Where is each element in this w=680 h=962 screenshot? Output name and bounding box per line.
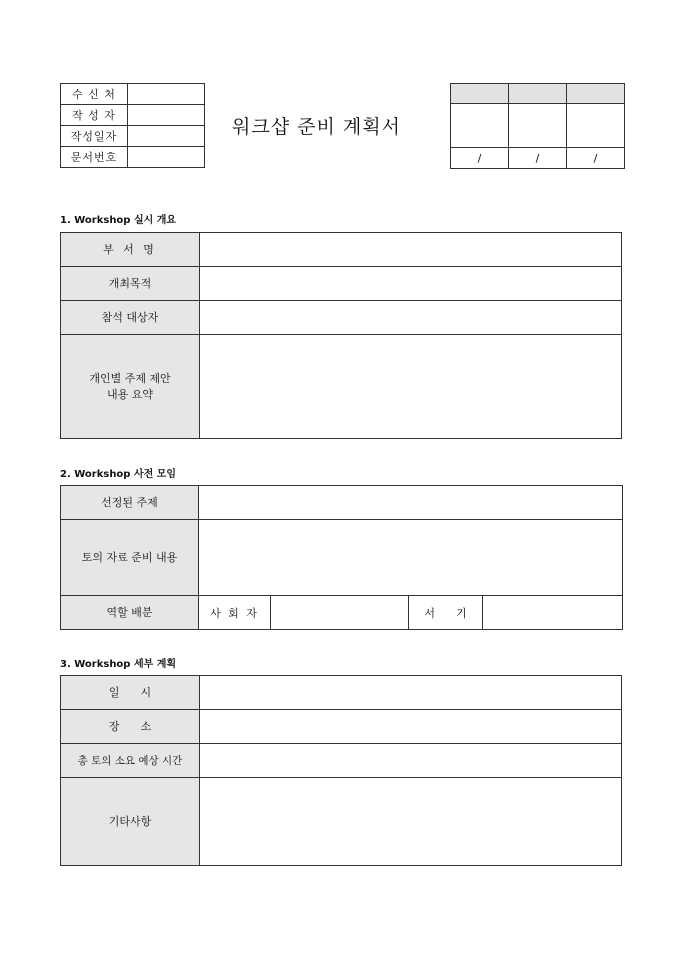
- recipient-label: 수 신 처: [61, 84, 128, 105]
- department-field[interactable]: [200, 233, 622, 267]
- topic-proposal-field[interactable]: [200, 335, 622, 439]
- recipient-field[interactable]: [128, 84, 205, 105]
- approval-header-cell: [509, 84, 567, 104]
- table-row: [61, 267, 622, 301]
- approval-sign-cell[interactable]: [451, 104, 509, 148]
- table-row: [61, 596, 623, 630]
- date-field[interactable]: [128, 126, 205, 147]
- clerk-field[interactable]: [483, 596, 623, 630]
- approval-header-cell: [567, 84, 625, 104]
- table-row: [61, 520, 623, 596]
- clerk-label: 서 기: [409, 596, 483, 630]
- approval-sign-row: [451, 104, 625, 148]
- attendees-label: 참석 대상자: [61, 301, 200, 335]
- purpose-field[interactable]: [200, 267, 622, 301]
- approval-sign-cell[interactable]: [567, 104, 625, 148]
- table-row: [61, 676, 622, 710]
- document-info-table: [60, 83, 205, 168]
- table-row: [61, 710, 622, 744]
- role-assignment-label: 역할 배분: [61, 596, 199, 630]
- date-label: 작성일자: [61, 126, 128, 147]
- location-field[interactable]: [200, 710, 622, 744]
- overview-table: [60, 232, 622, 439]
- department-label: 부 서 명: [61, 233, 200, 267]
- table-row: [61, 335, 622, 439]
- table-row: [61, 486, 623, 520]
- datetime-field[interactable]: [200, 676, 622, 710]
- approval-table: [450, 83, 625, 169]
- table-row: [61, 744, 622, 778]
- approval-date-row: [451, 148, 625, 169]
- document-title: 워크샵 준비 계획서: [232, 116, 401, 138]
- info-row-date: [61, 126, 205, 147]
- other-notes-field[interactable]: [200, 778, 622, 866]
- pre-meeting-table: [60, 485, 623, 630]
- selected-topic-field[interactable]: [199, 486, 623, 520]
- materials-field[interactable]: [199, 520, 623, 596]
- approval-date-cell[interactable]: /: [509, 148, 567, 169]
- info-row-docnum: [61, 147, 205, 168]
- info-row-author: [61, 105, 205, 126]
- approval-header-cell: [451, 84, 509, 104]
- approval-header-row: [451, 84, 625, 104]
- host-label: 사 회 자: [199, 596, 271, 630]
- selected-topic-label: 선정된 주제: [61, 486, 199, 520]
- doc-number-label: 문서번호: [61, 147, 128, 168]
- purpose-label: 개최목적: [61, 267, 200, 301]
- host-field[interactable]: [271, 596, 409, 630]
- other-notes-label: 기타사항: [61, 778, 200, 866]
- section2-title: 2. Workshop 사전 모임: [60, 469, 177, 480]
- approval-date-cell[interactable]: /: [567, 148, 625, 169]
- table-row: [61, 301, 622, 335]
- table-row: [61, 778, 622, 866]
- datetime-label: 일 시: [61, 676, 200, 710]
- materials-label: 토의 자료 준비 내용: [61, 520, 199, 596]
- detail-plan-table: [60, 675, 622, 866]
- section1-title: 1. Workshop 실시 개요: [60, 215, 177, 226]
- info-row-recipient: [61, 84, 205, 105]
- approval-sign-cell[interactable]: [509, 104, 567, 148]
- attendees-field[interactable]: [200, 301, 622, 335]
- duration-label: 총 토의 소요 예상 시간: [61, 744, 200, 778]
- location-label: 장 소: [61, 710, 200, 744]
- author-field[interactable]: [128, 105, 205, 126]
- approval-date-cell[interactable]: /: [451, 148, 509, 169]
- doc-number-field[interactable]: [128, 147, 205, 168]
- duration-field[interactable]: [200, 744, 622, 778]
- section3-title: 3. Workshop 세부 계획: [60, 659, 177, 670]
- topic-proposal-label: 개인별 주제 제안 내용 요약: [61, 335, 200, 439]
- table-row: [61, 233, 622, 267]
- author-label: 작 성 자: [61, 105, 128, 126]
